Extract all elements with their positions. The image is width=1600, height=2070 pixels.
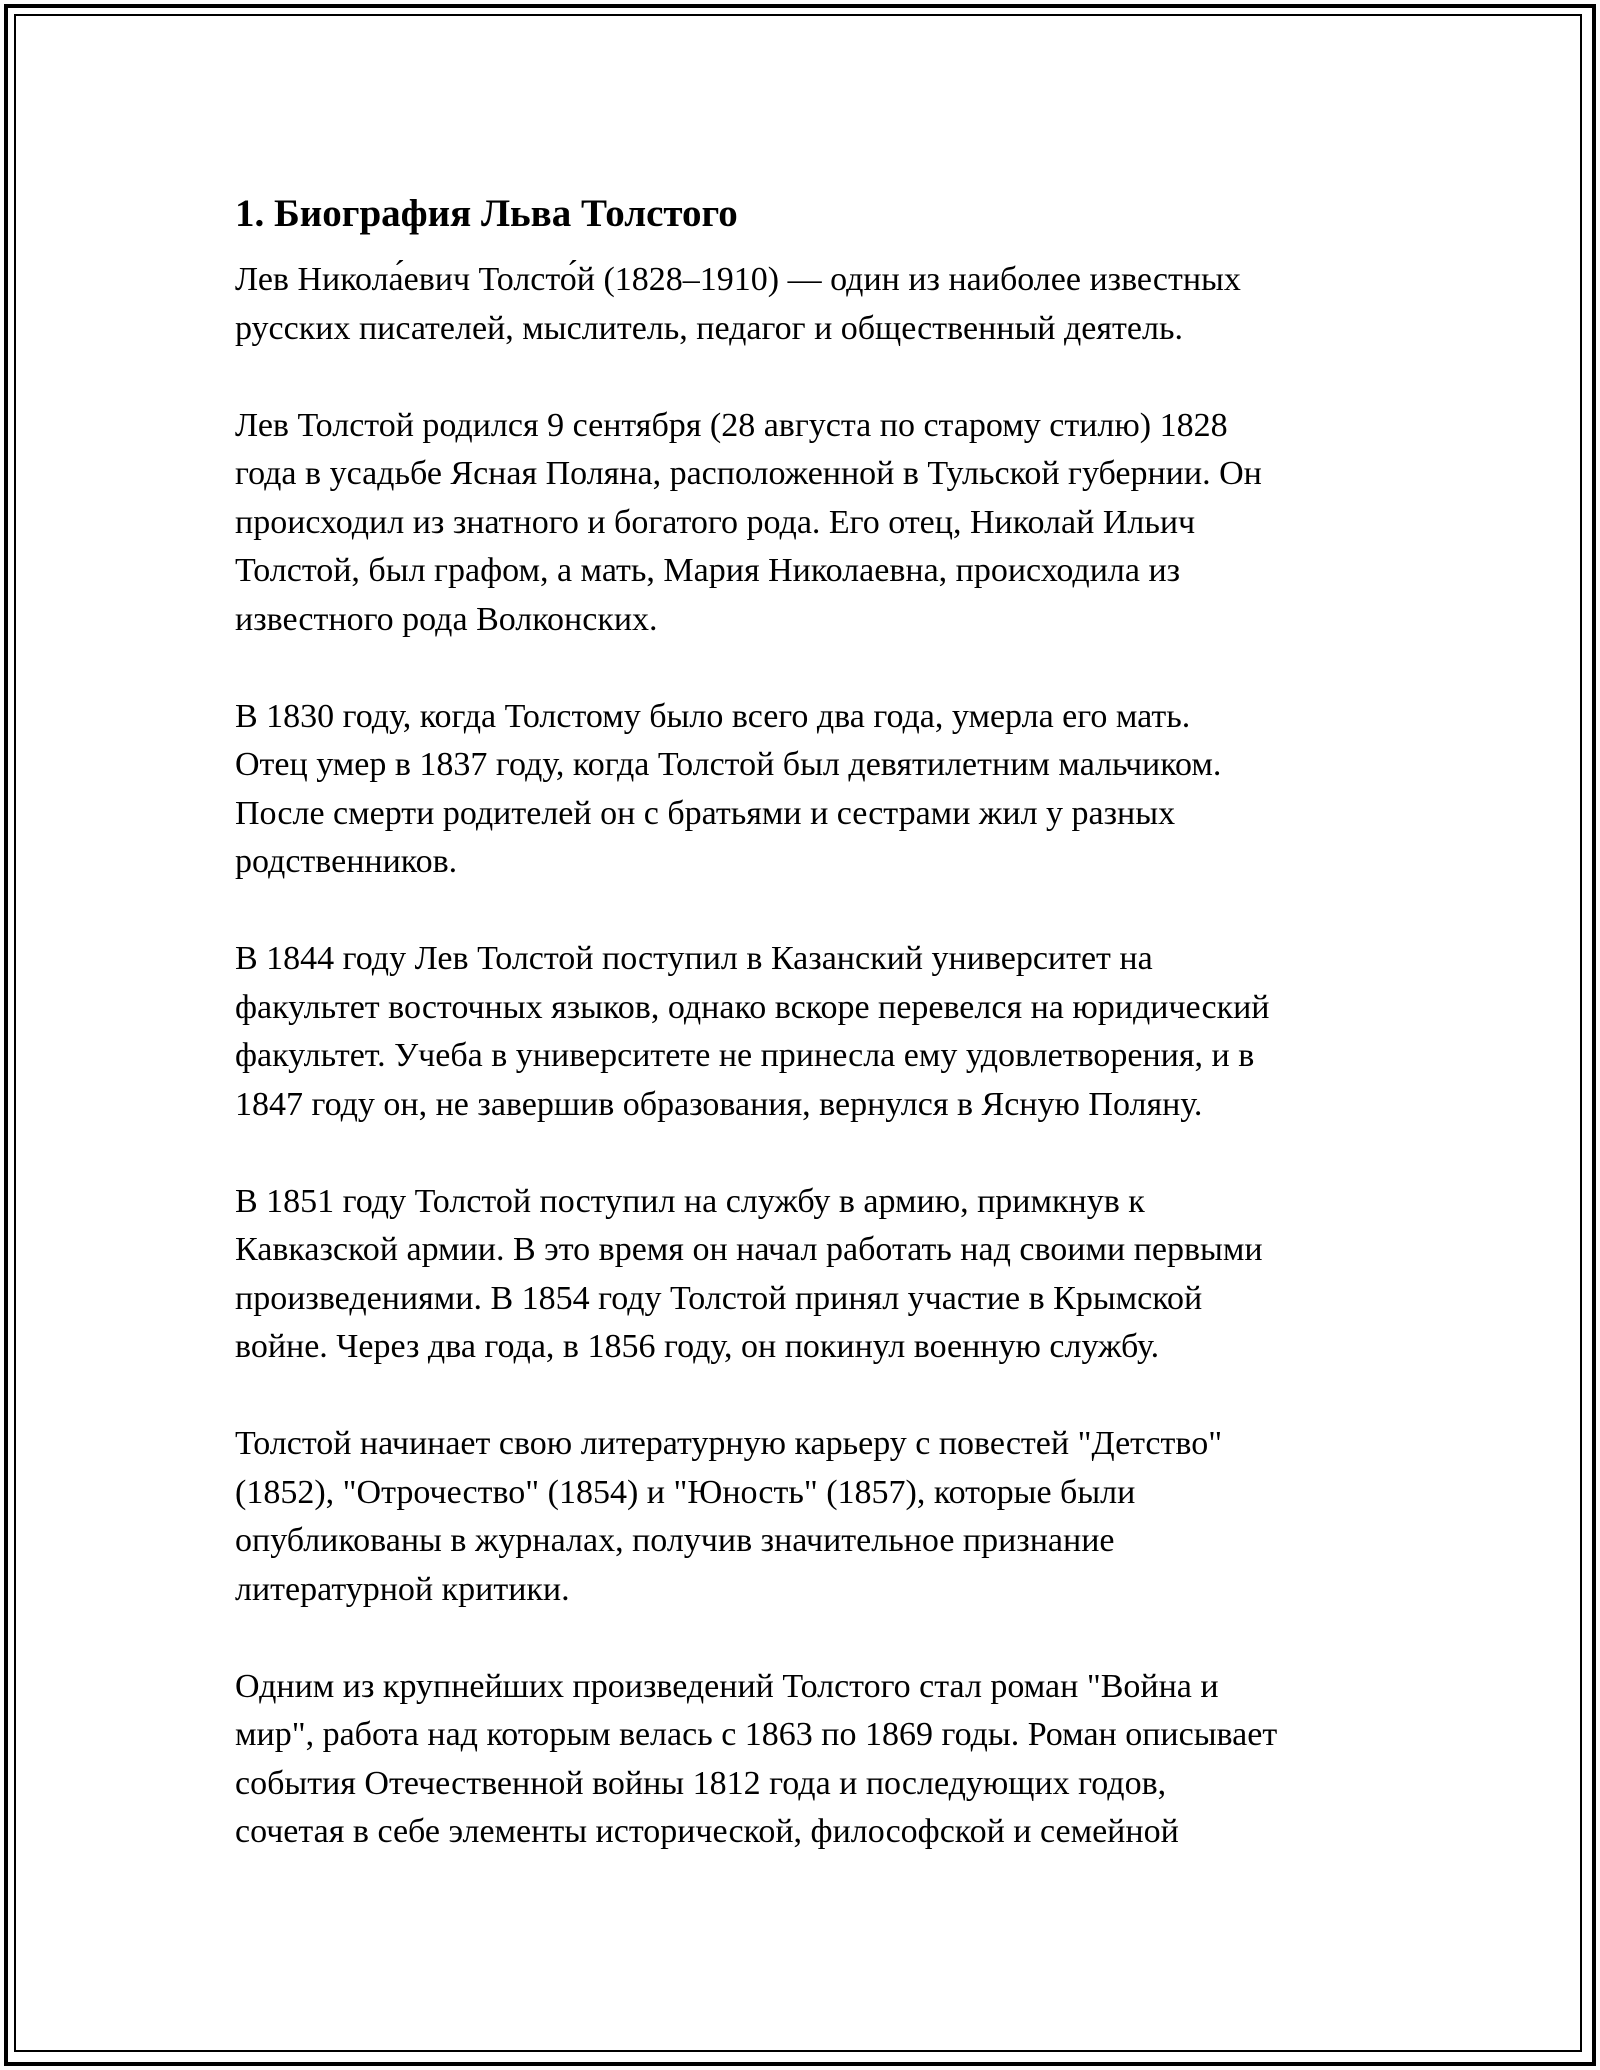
- paragraph-line: опубликованы в журналах, получив значительное признание: [235, 1522, 1115, 1559]
- paragraph-line: Кавказской армии. В это время он начал работать над своими первыми: [235, 1231, 1263, 1268]
- paragraph-line: После смерти родителей он с братьями и сестрами жил у разных: [235, 794, 1176, 832]
- paragraph-line: Лев Толстой родился 9 сентября (28 августа по старому стилю) 1828: [235, 406, 1228, 444]
- paragraph-line: Толстой начинает свою литературную карьеру с повестей "Детство": [235, 1425, 1223, 1462]
- paragraph-literary-career: [235, 1420, 1385, 1614]
- paragraph-line: мир", работа над которым велась с 1863 по 1869 годы. Роман описывает: [235, 1716, 1278, 1753]
- paragraph-line: происходил из знатного и богатого рода. Его отец, Николай Ильич: [235, 503, 1196, 541]
- paragraph-line: факультет. Учеба в университете не принесла ему удовлетворения, и в: [235, 1037, 1255, 1074]
- paragraph-line: сочетая в себе элементы исторической, философской и семейной: [235, 1813, 1179, 1850]
- paragraph-line: Отец умер в 1837 году, когда Толстой был девятилетним мальчиком.: [235, 746, 1222, 783]
- paragraph-line: В 1844 году Лев Толстой поступил в Казанский университет на: [235, 940, 1153, 977]
- paragraph-intro: [235, 256, 1385, 353]
- paragraph-childhood: [235, 693, 1385, 887]
- paragraph-line: В 1851 году Толстой поступил на службу в армию, примкнув к: [235, 1182, 1145, 1220]
- paragraph-line: произведениями. В 1854 году Толстой принял участие в Крымской: [235, 1279, 1203, 1317]
- paragraph-line: факультет восточных языков, однако вскоре перевелся на юридический: [235, 988, 1270, 1026]
- paragraph-line: (1852), "Отрочество" (1854) и "Юность" (1857), которые были: [235, 1473, 1136, 1511]
- paragraph-line: года в усадьбе Ясная Поляна, расположенной в Тульской губернии. Он: [235, 455, 1262, 492]
- document-page: [235, 184, 1385, 1905]
- paragraph-line: литературной критики.: [235, 1570, 570, 1608]
- paragraph-line: известного рода Волконских.: [235, 600, 658, 638]
- paragraph-line: русских писателей, мыслитель, педагог и общественный деятель.: [235, 309, 1183, 347]
- paragraph-line: войне. Через два года, в 1856 году, он покинул военную службу.: [235, 1328, 1160, 1365]
- paragraph-line: родственников.: [235, 843, 458, 880]
- paragraph-war-and-peace: [235, 1663, 1385, 1857]
- paragraph-line: события Отечественной войны 1812 года и последующих годов,: [235, 1764, 1167, 1802]
- paragraph-line: В 1830 году, когда Толстому было всего два года, умерла его мать.: [235, 697, 1191, 735]
- paragraph-line: Лев Никола́евич Толсто́й (1828–1910) — один из наиболее известных: [235, 261, 1241, 298]
- paragraph-university: [235, 935, 1385, 1129]
- paragraph-army: [235, 1178, 1385, 1372]
- section-heading: 1. Биография Льва Толстого: [235, 192, 738, 235]
- paragraph-line: Толстой, был графом, а мать, Мария Николаевна, происходила из: [235, 552, 1181, 589]
- paragraph-line: 1847 году он, не завершив образования, вернулся в Ясную Поляну.: [235, 1085, 1203, 1123]
- paragraph-birth: [235, 402, 1385, 645]
- paragraph-line: Одним из крупнейших произведений Толстого стал роман "Война и: [235, 1667, 1219, 1705]
